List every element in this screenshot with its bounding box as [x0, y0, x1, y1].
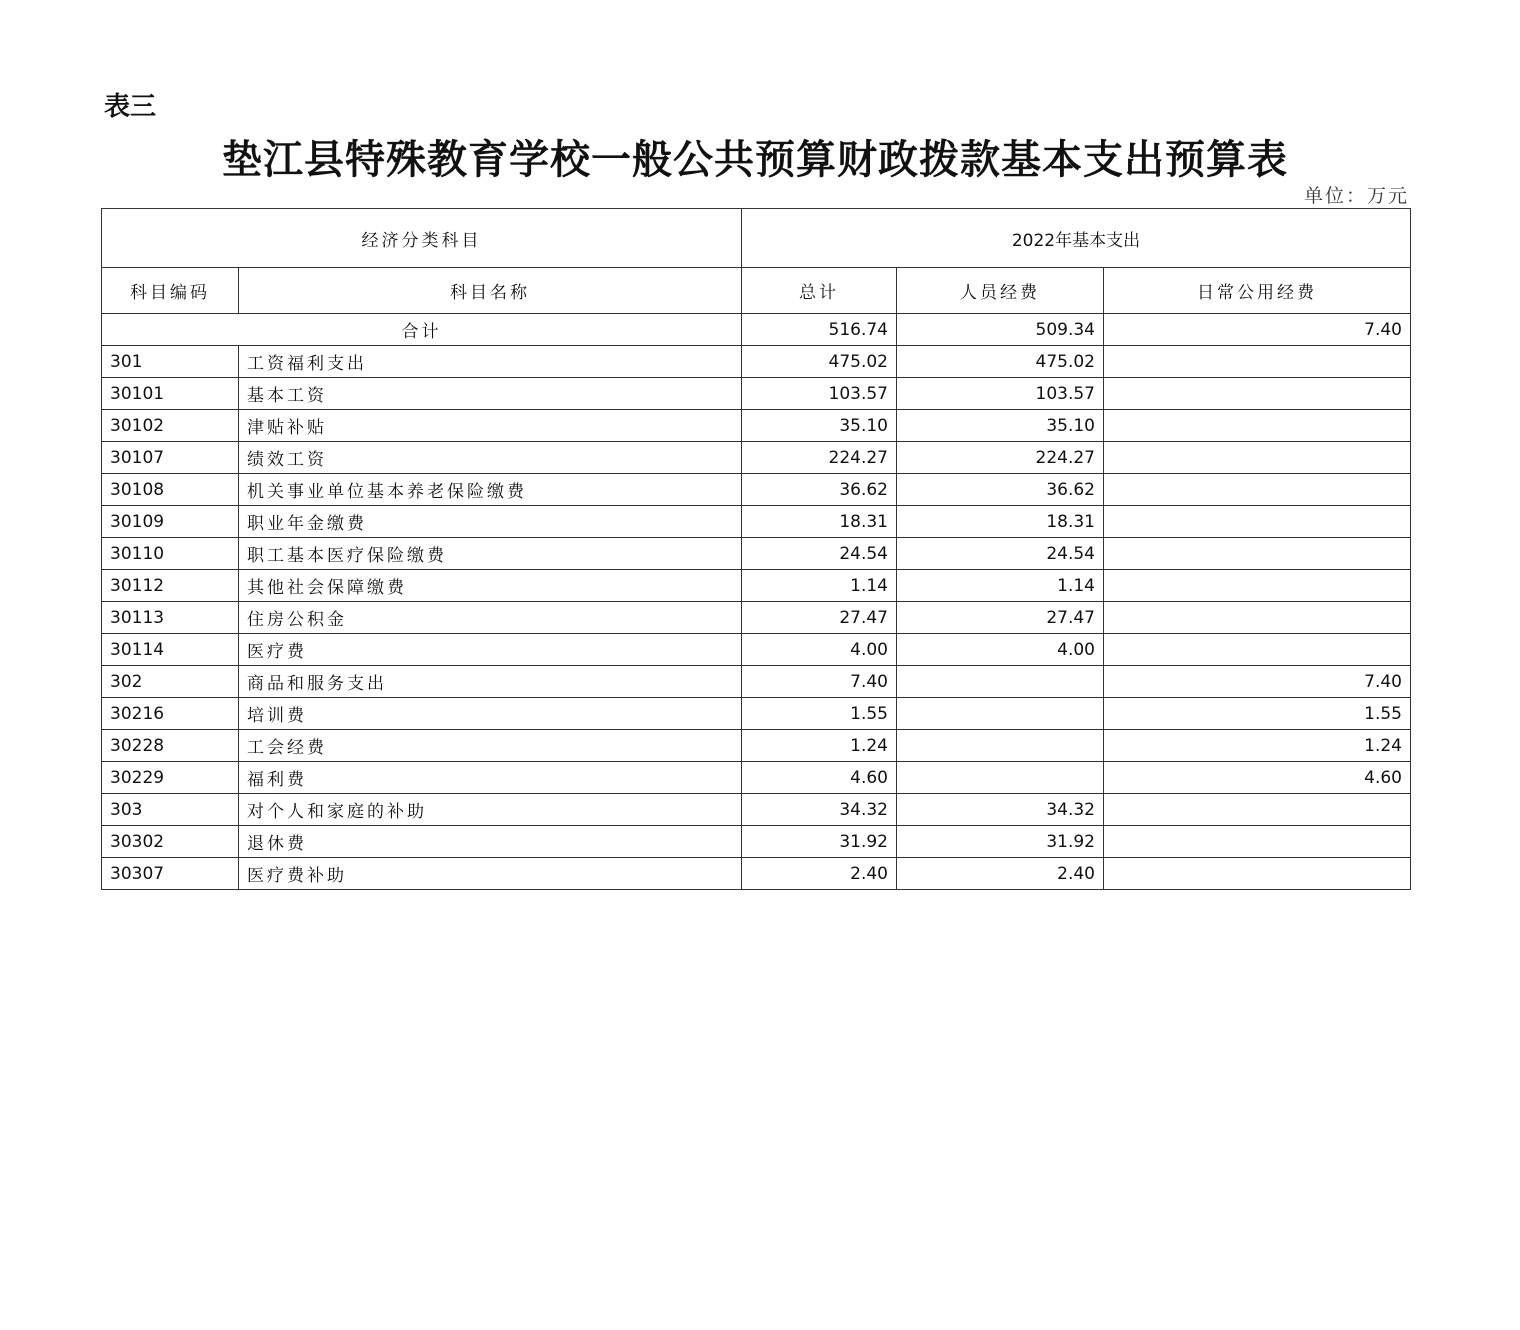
row-total: 18.31	[742, 506, 897, 538]
subject-name: 职工基本医疗保险缴费	[239, 538, 742, 570]
row-personnel: 1.14	[897, 570, 1104, 602]
row-personnel	[897, 666, 1104, 698]
header-public-expense: 日常公用经费	[1104, 268, 1411, 314]
row-total: 224.27	[742, 442, 897, 474]
row-public	[1104, 410, 1411, 442]
subject-code: 30216	[102, 698, 239, 730]
row-total: 4.00	[742, 634, 897, 666]
table-row	[102, 762, 1411, 794]
subject-code: 30110	[102, 538, 239, 570]
row-personnel: 475.02	[897, 346, 1104, 378]
row-public	[1104, 794, 1411, 826]
row-personnel: 35.10	[897, 410, 1104, 442]
row-total: 1.24	[742, 730, 897, 762]
total-public: 7.40	[1104, 314, 1411, 346]
budget-table	[101, 208, 1411, 890]
subject-code: 30108	[102, 474, 239, 506]
table-row	[102, 730, 1411, 762]
row-personnel: 103.57	[897, 378, 1104, 410]
subject-name: 医疗费补助	[239, 858, 742, 890]
subject-name: 绩效工资	[239, 442, 742, 474]
table-row	[102, 634, 1411, 666]
total-total: 516.74	[742, 314, 897, 346]
row-personnel: 24.54	[897, 538, 1104, 570]
table-row	[102, 410, 1411, 442]
row-total: 475.02	[742, 346, 897, 378]
row-public: 7.40	[1104, 666, 1411, 698]
row-public	[1104, 826, 1411, 858]
row-personnel: 2.40	[897, 858, 1104, 890]
subject-name: 机关事业单位基本养老保险缴费	[239, 474, 742, 506]
row-personnel: 36.62	[897, 474, 1104, 506]
table-row	[102, 666, 1411, 698]
subject-name: 培训费	[239, 698, 742, 730]
subject-code: 30307	[102, 858, 239, 890]
subject-code: 302	[102, 666, 239, 698]
row-public	[1104, 346, 1411, 378]
table-row	[102, 794, 1411, 826]
table-row	[102, 698, 1411, 730]
table-row	[102, 474, 1411, 506]
row-public: 4.60	[1104, 762, 1411, 794]
unit-note: 单位：万元	[1303, 185, 1409, 207]
row-personnel: 34.32	[897, 794, 1104, 826]
row-total: 2.40	[742, 858, 897, 890]
row-total: 103.57	[742, 378, 897, 410]
table-row	[102, 506, 1411, 538]
subject-code: 30101	[102, 378, 239, 410]
row-public	[1104, 570, 1411, 602]
page-title: 垫江县特殊教育学校一般公共预算财政拨款基本支出预算表	[222, 136, 1288, 183]
row-total: 36.62	[742, 474, 897, 506]
subject-name: 商品和服务支出	[239, 666, 742, 698]
subject-code: 30113	[102, 602, 239, 634]
subject-name: 住房公积金	[239, 602, 742, 634]
header-column-row	[102, 268, 1411, 314]
subject-name: 医疗费	[239, 634, 742, 666]
header-economic-classification: 经济分类科目	[102, 209, 742, 268]
table-row	[102, 826, 1411, 858]
subject-code: 30114	[102, 634, 239, 666]
subject-code: 30107	[102, 442, 239, 474]
row-public: 1.24	[1104, 730, 1411, 762]
table-row	[102, 346, 1411, 378]
row-personnel: 18.31	[897, 506, 1104, 538]
row-total: 34.32	[742, 794, 897, 826]
header-group-row	[102, 209, 1411, 268]
table-label: 表三	[104, 92, 157, 122]
header-subject-name: 科目名称	[239, 268, 742, 314]
subject-name: 津贴补贴	[239, 410, 742, 442]
row-public	[1104, 378, 1411, 410]
subject-name: 对个人和家庭的补助	[239, 794, 742, 826]
total-personnel: 509.34	[897, 314, 1104, 346]
row-public	[1104, 442, 1411, 474]
row-total: 27.47	[742, 602, 897, 634]
row-personnel: 224.27	[897, 442, 1104, 474]
row-public	[1104, 506, 1411, 538]
table-row	[102, 602, 1411, 634]
row-personnel: 4.00	[897, 634, 1104, 666]
row-personnel: 27.47	[897, 602, 1104, 634]
subject-code: 30109	[102, 506, 239, 538]
row-total: 4.60	[742, 762, 897, 794]
subject-name: 其他社会保障缴费	[239, 570, 742, 602]
row-public	[1104, 474, 1411, 506]
total-label: 合计	[102, 314, 742, 346]
row-public	[1104, 858, 1411, 890]
total-row	[102, 314, 1411, 346]
header-subject-code: 科目编码	[102, 268, 239, 314]
row-total: 1.14	[742, 570, 897, 602]
table-row	[102, 378, 1411, 410]
row-public	[1104, 634, 1411, 666]
header-total: 总计	[742, 268, 897, 314]
row-total: 31.92	[742, 826, 897, 858]
subject-code: 301	[102, 346, 239, 378]
row-total: 35.10	[742, 410, 897, 442]
row-personnel	[897, 698, 1104, 730]
row-public: 1.55	[1104, 698, 1411, 730]
subject-code: 30302	[102, 826, 239, 858]
header-personnel-expense: 人员经费	[897, 268, 1104, 314]
table-row	[102, 442, 1411, 474]
subject-code: 30102	[102, 410, 239, 442]
row-total: 7.40	[742, 666, 897, 698]
subject-name: 职业年金缴费	[239, 506, 742, 538]
subject-name: 退休费	[239, 826, 742, 858]
row-personnel	[897, 762, 1104, 794]
header-basic-expenditure-2022: 2022年基本支出	[742, 209, 1411, 268]
table-row	[102, 538, 1411, 570]
row-public	[1104, 538, 1411, 570]
subject-name: 工会经费	[239, 730, 742, 762]
row-total: 24.54	[742, 538, 897, 570]
row-public	[1104, 602, 1411, 634]
table-row	[102, 858, 1411, 890]
subject-code: 30112	[102, 570, 239, 602]
subject-name: 工资福利支出	[239, 346, 742, 378]
subject-code: 303	[102, 794, 239, 826]
table-row	[102, 570, 1411, 602]
subject-code: 30229	[102, 762, 239, 794]
row-personnel	[897, 730, 1104, 762]
subject-name: 基本工资	[239, 378, 742, 410]
subject-name: 福利费	[239, 762, 742, 794]
row-personnel: 31.92	[897, 826, 1104, 858]
subject-code: 30228	[102, 730, 239, 762]
row-total: 1.55	[742, 698, 897, 730]
